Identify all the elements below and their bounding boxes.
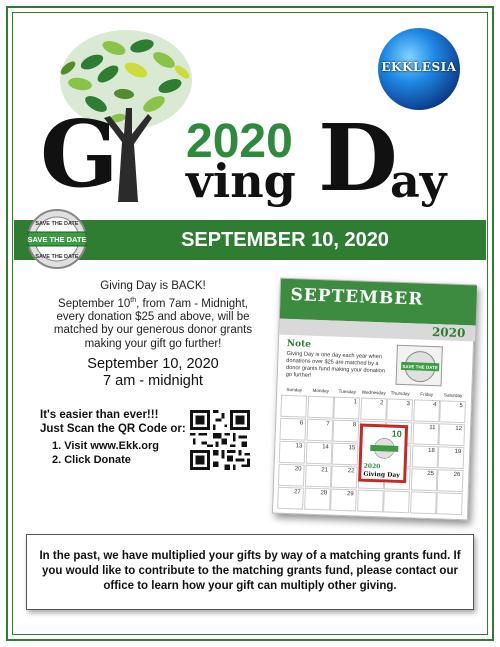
event-time: 7 am - midnight xyxy=(103,373,203,389)
badge-top-text: SAVE THE DATE xyxy=(35,221,79,227)
calendar-day-name: Thursday xyxy=(390,390,410,397)
calendar-cell: 1 xyxy=(333,397,360,420)
event-date: September 10, 2020 xyxy=(87,356,219,372)
calendar-month: SEPTEMBER xyxy=(290,285,424,310)
intro-paragraph xyxy=(34,280,272,351)
calendar-cell: 3 xyxy=(386,398,413,421)
intro-line xyxy=(34,294,272,311)
intro-line: Giving Day is BACK! xyxy=(100,280,206,292)
calendar-cell: 2 xyxy=(360,398,387,421)
mini-badge-text: SAVE THE DATE xyxy=(402,363,438,371)
event-date-time xyxy=(34,356,272,390)
calendar-cell: 19 xyxy=(438,446,465,469)
calendar-note-title: Note xyxy=(286,338,312,350)
intro-line: making your gift go further! xyxy=(84,337,222,350)
banner-date: SEPTEMBER 10, 2020 xyxy=(181,229,389,251)
calendar-cell: 25 xyxy=(410,468,437,491)
calendar-cell xyxy=(357,489,384,512)
highlight-title: Giving Day xyxy=(363,470,400,479)
calendar-mini-badge xyxy=(396,345,443,387)
badge-bottom-text: SAVE THE DATE xyxy=(35,254,79,260)
calendar-cell: 28 xyxy=(304,488,331,511)
title-ving: ving xyxy=(186,154,296,208)
badge-center-text: SAVE THE DATE xyxy=(27,235,87,244)
calendar-cell: 27 xyxy=(277,487,304,510)
title-ay: ay xyxy=(390,154,447,208)
calendar-day-name: Friday xyxy=(420,391,434,398)
calendar-day-name: Tuesday xyxy=(338,388,357,395)
calendar-cell: 5 xyxy=(439,400,466,423)
calendar-cell: 20 xyxy=(278,464,305,487)
calendar-cell: 29 xyxy=(330,489,357,512)
calendar-cell xyxy=(410,491,437,514)
calendar-cell: 18 xyxy=(411,445,438,468)
matching-grants-text: In the past, we have multiplied your gifts by way of a matching grants fund. If you would like to contribute to the matching grants fund, please contact our office to learn how your gift can multiply other giving. xyxy=(39,550,461,592)
calendar-cell: 21 xyxy=(304,465,331,488)
calendar-cell: 7 xyxy=(306,419,333,442)
save-the-date-badge xyxy=(26,208,88,270)
highlight-day-number: 10 xyxy=(391,428,402,439)
step-donate: 2. Click Donate xyxy=(52,454,131,466)
calendar-year: 2020 xyxy=(431,324,466,341)
donation-steps xyxy=(52,439,202,467)
intro-text: , from 7am - Midnight, xyxy=(136,297,248,310)
calendar-cell xyxy=(307,396,334,419)
logo-text: EKKLESIA xyxy=(381,60,457,74)
calendar-cell: 15 xyxy=(332,443,359,466)
calendar-graphic xyxy=(272,278,476,521)
calendar-cell: 8 xyxy=(332,420,359,443)
highlight-year: 2020 xyxy=(363,462,381,471)
calendar-cell: 12 xyxy=(438,423,465,446)
calendar-cell xyxy=(383,490,410,513)
mini-badge-icon xyxy=(396,346,443,388)
intro-sup: th xyxy=(130,296,137,304)
calendar-day-name: Sunday xyxy=(286,386,303,393)
title-letter-g: G xyxy=(40,100,119,208)
calendar-cell: 26 xyxy=(437,469,464,492)
title-letter-d: D xyxy=(318,104,398,212)
qr-instructions-title xyxy=(40,408,200,436)
title-year: 2020 xyxy=(186,115,293,168)
step-visit: 1. Visit www.Ekk.org xyxy=(52,440,159,452)
intro-line: matched by our generous donor grants xyxy=(53,324,253,337)
calendar-cell xyxy=(436,492,463,515)
intro-line: every donation $25 and above, will be xyxy=(56,310,250,323)
calendar-highlighted-day xyxy=(358,424,408,484)
qr-code[interactable] xyxy=(190,410,250,470)
calendar-day-name: Wednesday xyxy=(361,389,386,396)
qr-line: Just Scan the QR Code or: xyxy=(40,423,186,435)
qr-line: It's easier than ever!!! xyxy=(40,409,159,421)
calendar-cell: 14 xyxy=(305,442,332,465)
calendar-cell: 4 xyxy=(413,399,440,422)
calendar-cell: 13 xyxy=(279,441,306,464)
calendar-cell: 22 xyxy=(331,466,358,489)
calendar-cell: 6 xyxy=(280,418,307,441)
calendar-note-text: Giving Day is one day each year when donations over $25 are matched by a donor grants fund making your donation go further! xyxy=(285,350,385,379)
calendar-cell xyxy=(280,395,307,418)
intro-text: September 10 xyxy=(58,297,131,310)
calendar-cell: 11 xyxy=(412,422,439,445)
highlight-badge-icon xyxy=(368,437,401,460)
calendar-day-name: Saturday xyxy=(443,392,463,399)
calendar-day-name: Monday xyxy=(312,387,330,394)
